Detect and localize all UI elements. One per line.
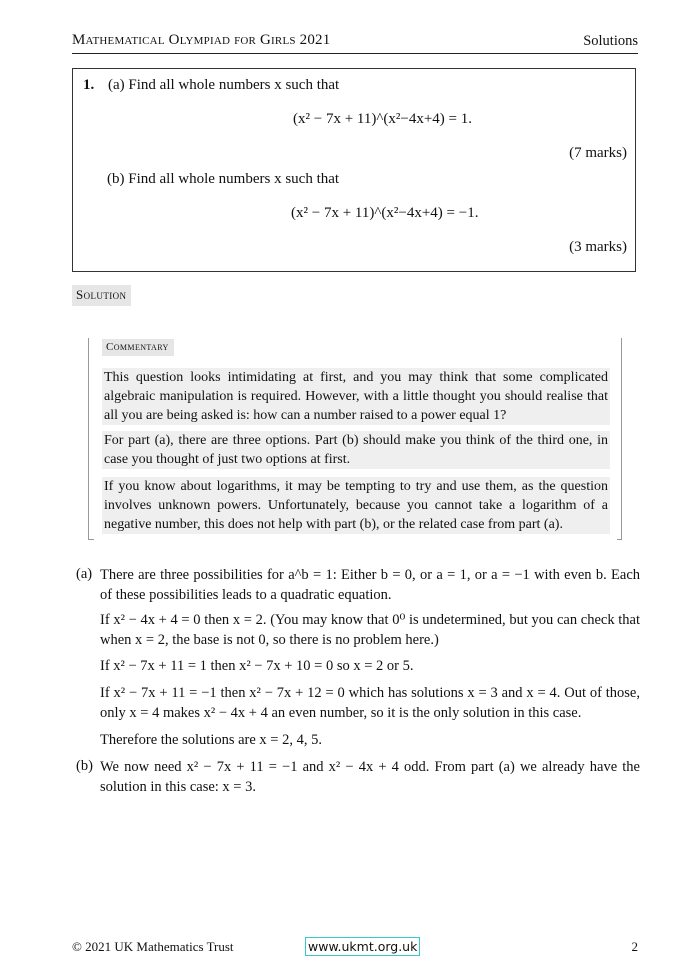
commentary-right-border bbox=[621, 338, 622, 540]
question-number: 1. bbox=[83, 77, 95, 93]
page-number: 2 bbox=[631, 939, 638, 954]
header-rule bbox=[72, 53, 638, 54]
part-b-prompt-line bbox=[107, 171, 339, 188]
page-footer bbox=[72, 937, 638, 957]
commentary-label: Commentary bbox=[102, 339, 174, 356]
solution-part-a-label: (a) bbox=[76, 566, 93, 582]
solution-part-b-label: (b) bbox=[76, 758, 93, 774]
part-b-marks: (3 marks) bbox=[569, 239, 627, 255]
commentary-box bbox=[88, 338, 622, 540]
solution-label: Solution bbox=[72, 285, 131, 306]
part-b-equation: (x² − 7x + 11)^(x²−4x+4) = −1. bbox=[291, 205, 479, 221]
solution-conclusion: Therefore the solutions are x = 2, 4, 5. bbox=[100, 732, 322, 748]
solution-part-b-text: We now need x² − 7x + 11 = −1 and x² − 4x + 4 odd. From part (a) we already have the solution in this case: x = 3. bbox=[100, 759, 640, 795]
part-b-prompt: Find all whole numbers x such that bbox=[128, 171, 340, 187]
solution-case-2: If x² − 7x + 11 = 1 then x² − 7x + 10 = 0 so x = 2 or 5. bbox=[100, 658, 414, 674]
part-a-prompt-line bbox=[83, 77, 339, 94]
commentary-paragraph-2: For part (a), there are three options. Part (b) should make you think of the third one, in case you thought of just two options at first. bbox=[104, 433, 608, 467]
header-title: Mathematical Olympiad for Girls 2021 bbox=[72, 32, 331, 48]
page-header bbox=[72, 32, 638, 54]
solution-part-a-intro: There are three possibilities for a^b = 1: Either b = 0, or a = 1, or a = −1 with even b. Each of these possibilities leads to a quadratic equation. bbox=[100, 567, 640, 603]
solution-case-1: If x² − 4x + 4 = 0 then x = 2. (You may know that 0⁰ is undetermined, but you can check that when x = 2, the base is not 0, so there is no problem here.) bbox=[100, 612, 640, 648]
footer-copyright: © 2021 UK Mathematics Trust bbox=[72, 939, 234, 954]
part-a-label: (a) bbox=[108, 77, 125, 93]
commentary-paragraph-3: If you know about logarithms, it may be tempting to try and use them, as the question involves unknown powers. Unfortunately, because you cannot take a logarithm of a negative number, this does not help with part (b), or the related case from part (a). bbox=[104, 479, 608, 532]
part-a-equation: (x² − 7x + 11)^(x²−4x+4) = 1. bbox=[293, 111, 473, 127]
part-b-label: (b) bbox=[107, 171, 125, 187]
solution-case-3: If x² − 7x + 11 = −1 then x² − 7x + 12 = 0 which has solutions x = 3 and x = 4. Out of those, only x = 4 makes x² − 4x + 4 an even number, so it is the only solution in this case. bbox=[100, 685, 640, 721]
header-section: Solutions bbox=[583, 33, 638, 49]
question-box bbox=[72, 68, 636, 272]
part-a-marks: (7 marks) bbox=[569, 145, 627, 161]
part-a-prompt: Find all whole numbers x such that bbox=[128, 77, 340, 93]
footer-website-link[interactable]: www.ukmt.org.uk bbox=[305, 937, 420, 956]
commentary-left-border bbox=[88, 338, 89, 540]
commentary-paragraph-1: This question looks intimidating at first, and you may think that some complicated algebraic manipulation is required. However, with a little thought you should realise that all you are being asked is: how can a number raised to a power equal 1? bbox=[104, 370, 608, 423]
